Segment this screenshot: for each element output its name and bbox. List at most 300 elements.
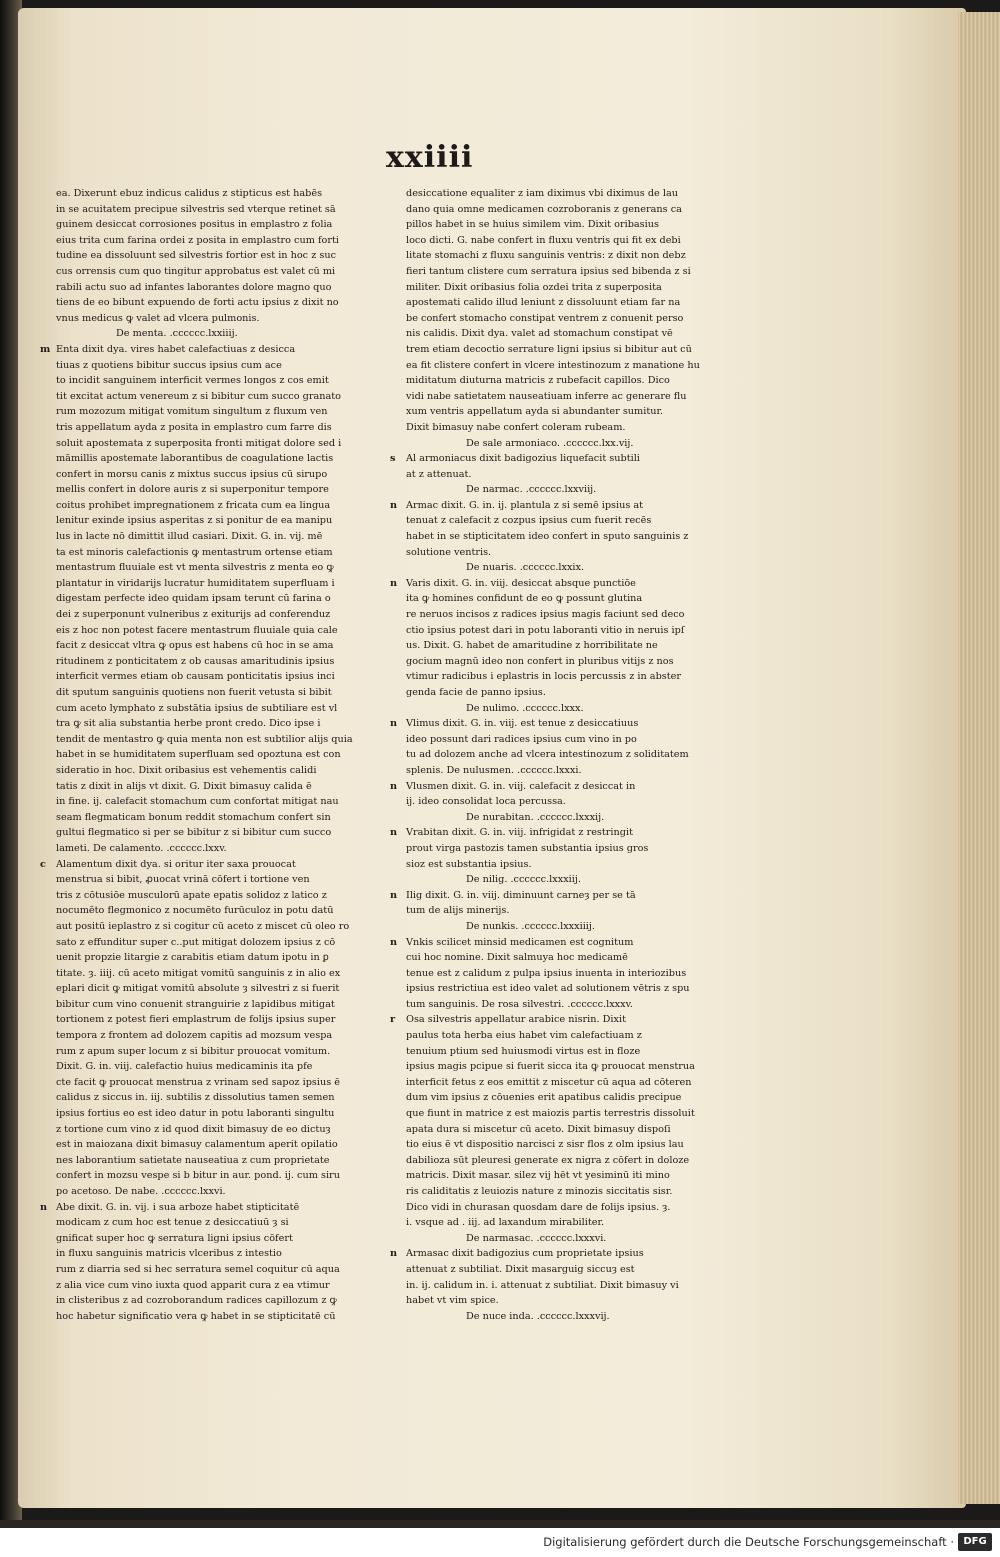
- text-line: [390, 1246, 731, 1262]
- line-text: miditatum diuturna matricis z rubefacit capillos. Dico: [406, 375, 670, 387]
- line-text: De narmac. .cccccc.lxxviij.: [466, 484, 597, 496]
- text-line: [56, 1122, 376, 1138]
- margin-letter: n: [390, 827, 398, 839]
- line-text: gocium magnū ideo non confert in pluribus vitijs z nos: [406, 655, 674, 667]
- line-text: dei z superponunt vulneribus z exiturijs ad conferenduz: [56, 609, 331, 621]
- margin-letter: n: [390, 577, 398, 589]
- text-line: [406, 1200, 731, 1216]
- line-text: prout virga pastozis tamen substantia ipsius gros: [406, 842, 649, 854]
- text-line: [56, 779, 376, 795]
- line-text: habet in se humiditatem superfluam sed opoztuna est con: [56, 749, 341, 761]
- line-text: tenue est z calidum z pulpa ipsius inuenta in interiozibus: [406, 967, 687, 979]
- line-text: to incidit sanguinem interficit vermes longos z cos emit: [56, 375, 329, 387]
- text-line: [56, 981, 376, 997]
- text-line: [406, 358, 731, 374]
- text-line: [406, 233, 731, 249]
- text-line: [406, 311, 731, 327]
- text-line: [56, 1262, 376, 1278]
- line-text: tempora z frontem ad dolozem capitis ad mozsum vespa: [56, 1030, 333, 1042]
- text-line: [406, 404, 731, 420]
- line-text: ea fit clistere confert in vlcere intestinozum z manatione hu: [406, 359, 700, 371]
- line-text: gnificat super hoc ꝙ serratura ligni ipsius cōfert: [56, 1232, 293, 1244]
- line-text: De nilig. .cccccc.lxxxiij.: [466, 874, 581, 886]
- text-line: [56, 420, 376, 436]
- line-text: re neruos incisos z radices ipsius magis faciunt sed deco: [406, 609, 685, 621]
- line-text: sato z effunditur super c..put mitigat dolozem ipsius z cō: [56, 936, 336, 948]
- text-line: [406, 280, 731, 296]
- section-heading: [56, 326, 376, 342]
- text-line: [56, 1075, 376, 1091]
- text-line: [56, 888, 376, 904]
- line-text: sideratio in hoc. Dixit oribasius est vehementis calidi: [56, 764, 317, 776]
- text-line: [56, 654, 376, 670]
- line-text: hoc habetur significatio vera ꝙ habet in se stipticitatē cū: [56, 1310, 336, 1322]
- line-text: seam flegmaticam bonum reddit stomachum confert sin: [56, 811, 331, 823]
- funding-credit: Digitalisierung gefördert durch die Deutsche Forschungsgemeinschaft ·: [543, 1535, 954, 1549]
- margin-letter: n: [390, 718, 398, 730]
- text-line: [406, 997, 731, 1013]
- line-text: menstrua si bibit, ꝓuocat vrinā cōfert i tortione ven: [56, 874, 310, 886]
- line-text: De nulimo. .cccccc.lxxx.: [466, 702, 584, 714]
- line-text: paulus tota herba eius habet vim calefactiuam z: [406, 1030, 642, 1042]
- margin-letter: c: [40, 858, 46, 870]
- text-line: [406, 591, 731, 607]
- line-text: De nuce inda. .cccccc.lxxxvij.: [466, 1310, 610, 1322]
- text-line: [56, 202, 376, 218]
- text-line: [56, 997, 376, 1013]
- text-line: [56, 591, 376, 607]
- margin-letter: n: [40, 1201, 48, 1213]
- text-line: [56, 482, 376, 498]
- right-text-column: [390, 186, 731, 1322]
- line-text: calidus z siccus in. iij. subtilis z dissolutius tamen semen: [56, 1092, 335, 1104]
- line-text: guinem desiccat corrosiones positus in emplastro z folia: [56, 219, 333, 231]
- text-line: [406, 295, 731, 311]
- text-line: [56, 436, 376, 452]
- line-text: tenuat z calefacit z cozpus ipsius cum fuerit recēs: [406, 515, 652, 527]
- line-text: in fine. ij. calefacit stomachum cum confortat mitigat nau: [56, 796, 339, 808]
- text-line: [406, 903, 731, 919]
- line-text: Dico vidi in churasan quosdam dare de folijs ipsius. ȝ.: [406, 1201, 671, 1213]
- text-line: [56, 358, 376, 374]
- text-line: [390, 779, 731, 795]
- section-heading: [406, 560, 731, 576]
- text-line: [406, 1262, 731, 1278]
- text-line: [406, 1090, 731, 1106]
- line-text: nis calidis. Dixit dya. valet ad stomachum constipat vē: [406, 328, 673, 340]
- text-line: [56, 1293, 376, 1309]
- text-line: [56, 701, 376, 717]
- text-line: [56, 451, 376, 467]
- section-heading: [406, 1309, 731, 1325]
- page-fore-edge: [958, 12, 1000, 1504]
- text-line: [56, 1168, 376, 1184]
- margin-letter: n: [390, 889, 398, 901]
- text-line: [406, 529, 731, 545]
- line-text: mentastrum fluuiale est vt menta silvestris z menta eo ꝙ: [56, 562, 334, 574]
- line-text: ritudinem z ponticitatem z ob causas amaritudinis ipsius: [56, 655, 335, 667]
- text-line: [40, 857, 376, 873]
- text-line: [56, 248, 376, 264]
- line-text: be confert stomacho constipat ventrem z conuenit perso: [406, 312, 684, 324]
- line-text: De narmasac. .cccccc.lxxxvi.: [466, 1232, 607, 1244]
- text-line: [56, 1059, 376, 1075]
- line-text: apostemati calido illud leniunt z dissoluunt etiam far na: [406, 297, 681, 309]
- text-line: [56, 233, 376, 249]
- line-text: confert in morsu canis z mixtus succus ipsius cū sirupo: [56, 468, 328, 480]
- line-text: Varis dixit. G. in. viij. desiccat absque punctiōe: [406, 577, 636, 589]
- section-heading: [406, 872, 731, 888]
- line-text: rum z apum super locum z si bibitur prouocat vomitum.: [56, 1045, 331, 1057]
- text-line: [406, 1215, 731, 1231]
- line-text: tra ꝙ sit alia substantia herbe pront credo. Dico ipse i: [56, 718, 321, 730]
- text-line: [56, 404, 376, 420]
- text-line: [406, 607, 731, 623]
- line-text: rum z diarria sed si hec serratura semel coquitur cū aqua: [56, 1263, 340, 1275]
- text-line: [56, 560, 376, 576]
- line-text: Ilig dixit. G. in. viij. diminuunt carneȝ per se tā: [406, 889, 636, 901]
- section-heading: [406, 701, 731, 717]
- text-line: [406, 1122, 731, 1138]
- text-line: [56, 1028, 376, 1044]
- text-line: [390, 716, 731, 732]
- line-text: Vrabitan dixit. G. in. viij. infrigidat z restringit: [406, 827, 633, 839]
- line-text: uenit propzie litargie z carabitis etiam datum ipotu in ꝑ: [56, 952, 329, 964]
- line-text: De nuaris. .cccccc.lxxix.: [466, 562, 585, 574]
- text-line: [406, 1293, 731, 1309]
- line-text: cui hoc nomine. Dixit salmuya hoc medicamē: [406, 952, 628, 964]
- text-line: [406, 763, 731, 779]
- text-line: [406, 747, 731, 763]
- line-text: xum ventris appellatum ayda si abundanter sumitur.: [406, 406, 664, 418]
- line-text: De nurabitan. .cccccc.lxxxij.: [466, 811, 605, 823]
- line-text: Al armoniacus dixit badigozius liquefacit subtili: [406, 453, 640, 465]
- text-line: [56, 825, 376, 841]
- line-text: De nunkis. .cccccc.lxxxiiij.: [466, 920, 595, 932]
- line-text: rabili actu suo ad infantes laborantes dolore magno quo: [56, 281, 332, 293]
- line-text: z alia vice cum vino iuxta quod apparit cura z ea vtimur: [56, 1279, 330, 1291]
- section-heading: [406, 919, 731, 935]
- line-text: cus orrensis cum quo tingitur approbatus est valet cū mi: [56, 265, 336, 277]
- text-line: [56, 217, 376, 233]
- line-text: at z attenuat.: [406, 468, 472, 480]
- line-text: gultui flegmatico si per se bibitur z si bibitur cum succo: [56, 827, 332, 839]
- line-text: facit z desiccat vltra ꝙ opus est habens cū hoc in se ama: [56, 640, 334, 652]
- line-text: soluit apostemata z superposita fronti mitigat dolore sed i: [56, 437, 342, 449]
- text-line: [406, 841, 731, 857]
- text-line: [56, 919, 376, 935]
- text-line: [56, 1012, 376, 1028]
- line-text: ipsius fortius eo est ideo datur in potu laboranti singultu: [56, 1108, 335, 1120]
- line-text: Dixit. G. in. viij. calefactio huius medicaminis ita pfe: [56, 1061, 313, 1073]
- folio-number: xxiiii: [386, 140, 474, 175]
- line-text: modicam z cum hoc est tenue z desiccatiuū ȝ si: [56, 1217, 289, 1229]
- line-text: Enta dixit dya. vires habet calefactiuas z desicca: [56, 343, 296, 355]
- line-text: po acetoso. De nabe. .cccccc.lxxvi.: [56, 1186, 226, 1197]
- section-heading: [406, 1231, 731, 1247]
- text-line: [56, 186, 376, 202]
- text-line: [406, 950, 731, 966]
- text-line: [56, 638, 376, 654]
- text-line: [406, 669, 731, 685]
- text-line: [56, 264, 376, 280]
- line-text: cte facit ꝙ prouocat menstrua z vrinam sed sapoz ipsius ē: [56, 1076, 341, 1088]
- text-line: [406, 373, 731, 389]
- line-text: tum sanguinis. De rosa silvestri. .cccccc.lxxxv.: [406, 998, 633, 1010]
- margin-letter: n: [390, 780, 398, 792]
- text-line: [406, 545, 731, 561]
- text-line: [406, 1184, 731, 1200]
- line-text: tit excitat actum venereum z si bibitur cum succo granato: [56, 390, 341, 402]
- text-line: [390, 935, 731, 951]
- text-line: [56, 389, 376, 405]
- text-line: [406, 857, 731, 873]
- line-text: ctio ipsius potest dari in potu laboranti vitio in neruis ipſ: [406, 624, 685, 636]
- line-text: tenuium ptium sed huiusmodi virtus est in floze: [406, 1045, 641, 1057]
- text-line: [56, 1137, 376, 1153]
- text-line: [56, 311, 376, 327]
- text-line: [56, 1153, 376, 1169]
- text-line: [406, 186, 731, 202]
- line-text: Alamentum dixit dya. si oritur iter saxa prouocat: [56, 858, 296, 870]
- text-line: [406, 1278, 731, 1294]
- margin-letter: n: [390, 499, 398, 511]
- line-text: que fiunt in matrice z est maiozis partis terrestris dissoluit: [406, 1108, 695, 1120]
- line-text: litate stomachi z fluxu sanguinis ventris: z dixit non debz: [406, 250, 686, 262]
- line-text: tiens de eo bibunt expuendo de forti actu ipsius z dixit no: [56, 297, 339, 309]
- line-text: tudine ea dissoluunt sed silvestris fortior est in hoc z suc: [56, 250, 337, 262]
- line-text: habet in se stipticitatem ideo confert in sputo sanguinis z: [406, 531, 689, 543]
- line-text: eius trita cum farina ordei z posita in emplastro cum forti: [56, 234, 340, 246]
- line-text: vtimur radicibus i eplastris in locis percussis z in abster: [406, 671, 682, 683]
- text-line: [406, 1153, 731, 1169]
- text-line: [390, 498, 731, 514]
- line-text: est in maiozana dixit bimasuy calamentum aperit opilatio: [56, 1139, 338, 1151]
- line-text: sioz est substantia ipsius.: [406, 858, 532, 870]
- line-text: in se acuitatem precipue silvestris sed vterque retinet sā: [56, 203, 336, 215]
- text-line: [56, 529, 376, 545]
- text-line: [56, 498, 376, 514]
- line-text: z tortione cum vino z id quod dixit bimasuy de eo dictuȝ: [56, 1123, 331, 1135]
- text-line: [56, 810, 376, 826]
- text-line: [56, 373, 376, 389]
- text-line: [56, 623, 376, 639]
- text-line: [56, 295, 376, 311]
- line-text: tris z cōtusiōe musculorū apate epatis solidoz z latico z: [56, 889, 327, 901]
- text-line: [406, 638, 731, 654]
- text-line: [406, 794, 731, 810]
- text-line: [56, 607, 376, 623]
- line-text: eis z hoc non potest facere mentastrum fluuiale quia cale: [56, 624, 338, 636]
- line-text: genda facie de panno ipsius.: [406, 687, 546, 698]
- line-text: bibitur cum vino conuenit stranguirie z lapidibus mitigat: [56, 998, 335, 1010]
- text-line: [40, 342, 376, 358]
- text-line: [406, 732, 731, 748]
- line-text: nes laborantium satietate nauseatiua z cum proprietate: [56, 1154, 330, 1166]
- line-text: ita ꝙ homines confidunt de eo ꝙ possunt glutina: [406, 593, 643, 605]
- line-text: confert in mozsu vespe si b bitur in aur. pond. ij. cum siru: [56, 1170, 340, 1182]
- text-line: [40, 1200, 376, 1216]
- text-line: [390, 1012, 731, 1028]
- line-text: vidi nabe satietatem nauseatiuam inferre ac generare flu: [406, 390, 687, 402]
- text-line: [406, 1137, 731, 1153]
- text-line: [56, 576, 376, 592]
- dfg-logo: DFG: [958, 1533, 992, 1551]
- margin-letter: n: [390, 1248, 398, 1260]
- text-line: [56, 747, 376, 763]
- line-text: eplari dicit ꝙ mitigat vomitū absolute ȝ silvestri z si fuerit: [56, 983, 340, 995]
- line-text: tatis z dixit in alijs vt dixit. G. Dixit bimasuy calida ē: [56, 780, 312, 792]
- section-heading: [406, 810, 731, 826]
- line-text: dit sputum sanguinis quotiens non fuerit vetusta si bibit: [56, 687, 332, 698]
- line-text: i. vsque ad . iij. ad laxandum mirabiliter.: [406, 1217, 605, 1229]
- text-line: [390, 888, 731, 904]
- line-text: aut positū ieplastro z si cogitur cū aceto z miscet cū oleo ro: [56, 920, 350, 932]
- line-text: us. Dixit. G. habet de amaritudine z horribilitate ne: [406, 640, 658, 652]
- line-text: tiuas z quotiens bibitur succus ipsius cum ace: [56, 359, 282, 371]
- margin-letter: m: [40, 343, 51, 355]
- text-line: [406, 202, 731, 218]
- line-text: titate. ȝ. iiij. cū aceto mitigat vomitū sanguinis z in alio ex: [56, 967, 341, 979]
- line-text: loco dicti. G. nabe confert in fluxu ventris qui fit ex debi: [406, 234, 681, 246]
- line-text: ta est minoris calefactionis ꝙ mentastrum ortense etiam: [56, 546, 333, 558]
- text-line: [56, 467, 376, 483]
- line-text: solutione ventris.: [406, 546, 492, 558]
- line-text: mellis confert in dolore auris z si superponitur tempore: [56, 484, 329, 496]
- text-line: [56, 716, 376, 732]
- text-line: [56, 872, 376, 888]
- line-text: tum de alijs minerijs.: [406, 905, 510, 917]
- text-line: [406, 685, 731, 701]
- line-text: splenis. De nulusmen. .cccccc.lxxxi.: [406, 764, 582, 776]
- text-line: [406, 1044, 731, 1060]
- line-text: tendit de mentastro ꝙ quia menta non est subtilior alijs quia: [56, 733, 353, 745]
- margin-letter: s: [390, 453, 396, 465]
- text-line: [56, 1090, 376, 1106]
- text-line: [390, 825, 731, 841]
- text-line: [56, 1246, 376, 1262]
- line-text: lus in lacte nō dimittit illud casiari. Dixit. G. in. vij. mē: [56, 531, 323, 543]
- text-line: [56, 1044, 376, 1060]
- line-text: attenuat z subtiliat. Dixit masarguig siccuȝ est: [406, 1263, 635, 1275]
- text-line: [56, 935, 376, 951]
- line-text: ideo possunt dari radices ipsius cum vino in po: [406, 733, 637, 745]
- text-line: [406, 264, 731, 280]
- line-text: ris caliditatis z leuiozis nature z minozis siccitatis sisr.: [406, 1186, 673, 1197]
- text-line: [56, 903, 376, 919]
- text-line: [406, 217, 731, 233]
- line-text: tu ad dolozem anche ad vlcera intestinozum z soliditatem: [406, 749, 689, 761]
- left-text-column: [40, 186, 376, 1322]
- text-line: [406, 654, 731, 670]
- text-line: [56, 545, 376, 561]
- text-line: [56, 732, 376, 748]
- text-line: [406, 420, 731, 436]
- line-text: lameti. De calamento. .cccccc.lxxv.: [56, 842, 227, 854]
- line-text: interficit vermes etiam ob causam ponticitatis ipsius inci: [56, 671, 335, 683]
- line-text: tio eius ē vt dispositio narcisci z sisr flos z olm ipsius lau: [406, 1139, 684, 1151]
- section-heading: [406, 482, 731, 498]
- text-line: [406, 1168, 731, 1184]
- line-text: militer. Dixit oribasius folia ozdei trita z superposita: [406, 281, 662, 293]
- text-line: [390, 451, 731, 467]
- line-text: Vnkis scilicet minsid medicamen est cognitum: [406, 936, 634, 948]
- line-text: coitus prohibet impregnationem z fricata cum ea lingua: [56, 499, 331, 511]
- text-line: [56, 1278, 376, 1294]
- text-line: [406, 326, 731, 342]
- text-line: [56, 763, 376, 779]
- line-text: in clisteribus z ad cozroborandum radices capillozum z ꝙ: [56, 1295, 337, 1307]
- text-line: [406, 981, 731, 997]
- line-text: De menta. .cccccc.lxxiiij.: [116, 328, 238, 340]
- line-text: interficit fetus z eos emittit z miscetur cū aqua ad cōteren: [406, 1076, 692, 1088]
- line-text: De sale armoniaco. .cccccc.lxx.vij.: [466, 437, 634, 449]
- line-text: rum mozozum mitigat vomitum singultum z fluxum ven: [56, 406, 328, 418]
- text-line: [406, 513, 731, 529]
- text-line: [406, 342, 731, 358]
- line-text: nocumēto flegmonico z nocumēto furūculoz in potu datū: [56, 905, 334, 917]
- line-text: ea. Dixerunt ebuz indicus calidus z stipticus est habēs: [56, 188, 323, 199]
- line-text: dano quia omne medicamen cozroboranis z generans ca: [406, 203, 682, 215]
- line-text: in. ij. calidum in. i. attenuat z subtiliat. Dixit bimasuy vi: [406, 1279, 679, 1291]
- line-text: tortionem z potest fieri emplastrum de folijs ipsius super: [56, 1014, 336, 1026]
- text-line: [406, 623, 731, 639]
- line-text: apata dura si miscetur cū aceto. Dixit bimasuy dispoſi: [406, 1123, 671, 1135]
- line-text: pillos habet in se huius similem vim. Dixit oribasius: [406, 219, 659, 231]
- line-text: Armac dixit. G. in. ij. plantula z si semē ipsius at: [406, 499, 644, 511]
- text-line: [406, 1028, 731, 1044]
- text-line: [56, 794, 376, 810]
- text-line: [56, 669, 376, 685]
- text-line: [406, 966, 731, 982]
- line-text: tris appellatum ayda z posita in emplastro cum farre dis: [56, 421, 332, 433]
- text-line: [56, 841, 376, 857]
- text-line: [406, 389, 731, 405]
- line-text: in fluxu sanguinis matricis vlceribus z intestio: [56, 1248, 282, 1260]
- text-line: [56, 685, 376, 701]
- line-text: digestam perfecte ideo quidam ipsam terunt cū farina o: [56, 593, 331, 605]
- line-text: dabilioza sūt pleuresi generate ex nigra z cōfert in doloze: [406, 1154, 690, 1166]
- section-heading: [406, 436, 731, 452]
- digitization-footer: [0, 1528, 1000, 1557]
- line-text: Armasac dixit badigozius cum proprietate ipsius: [406, 1248, 644, 1260]
- line-text: habet vt vim spice.: [406, 1295, 499, 1307]
- text-line: [406, 467, 731, 483]
- line-text: māmillis apostemate laborantibus de coagulatione lactis: [56, 453, 334, 465]
- text-line: [56, 1184, 376, 1200]
- line-text: fieri tantum clistere cum serratura ipsius sed bibenda z si: [406, 265, 691, 277]
- text-line: [406, 1075, 731, 1091]
- line-text: ij. ideo consolidat loca percussa.: [406, 796, 566, 808]
- text-line: [56, 1231, 376, 1247]
- text-line: [56, 950, 376, 966]
- margin-letter: n: [390, 936, 398, 948]
- margin-letter: r: [390, 1014, 396, 1026]
- text-line: [56, 1106, 376, 1122]
- line-text: ipsius magis pcipue si fuerit sicca ita ꝙ prouocat menstrua: [406, 1061, 695, 1073]
- text-line: [406, 1106, 731, 1122]
- line-text: trem etiam decoctio serrature ligni ipsius si bibitur aut cū: [406, 343, 692, 355]
- line-text: dum vim ipsius z cōuenies erit apatibus calidis precipue: [406, 1092, 682, 1104]
- text-line: [56, 280, 376, 296]
- text-line: [390, 576, 731, 592]
- line-text: desiccatione equaliter z iam diximus vbi diximus de lau: [406, 188, 678, 199]
- text-line: [56, 966, 376, 982]
- text-line: [56, 1309, 376, 1325]
- line-text: Vlusmen dixit. G. in. viij. calefacit z desiccat in: [406, 780, 636, 792]
- text-line: [56, 513, 376, 529]
- line-text: ipsius restrictiua est ideo valet ad solutionem vētris z spu: [406, 983, 690, 995]
